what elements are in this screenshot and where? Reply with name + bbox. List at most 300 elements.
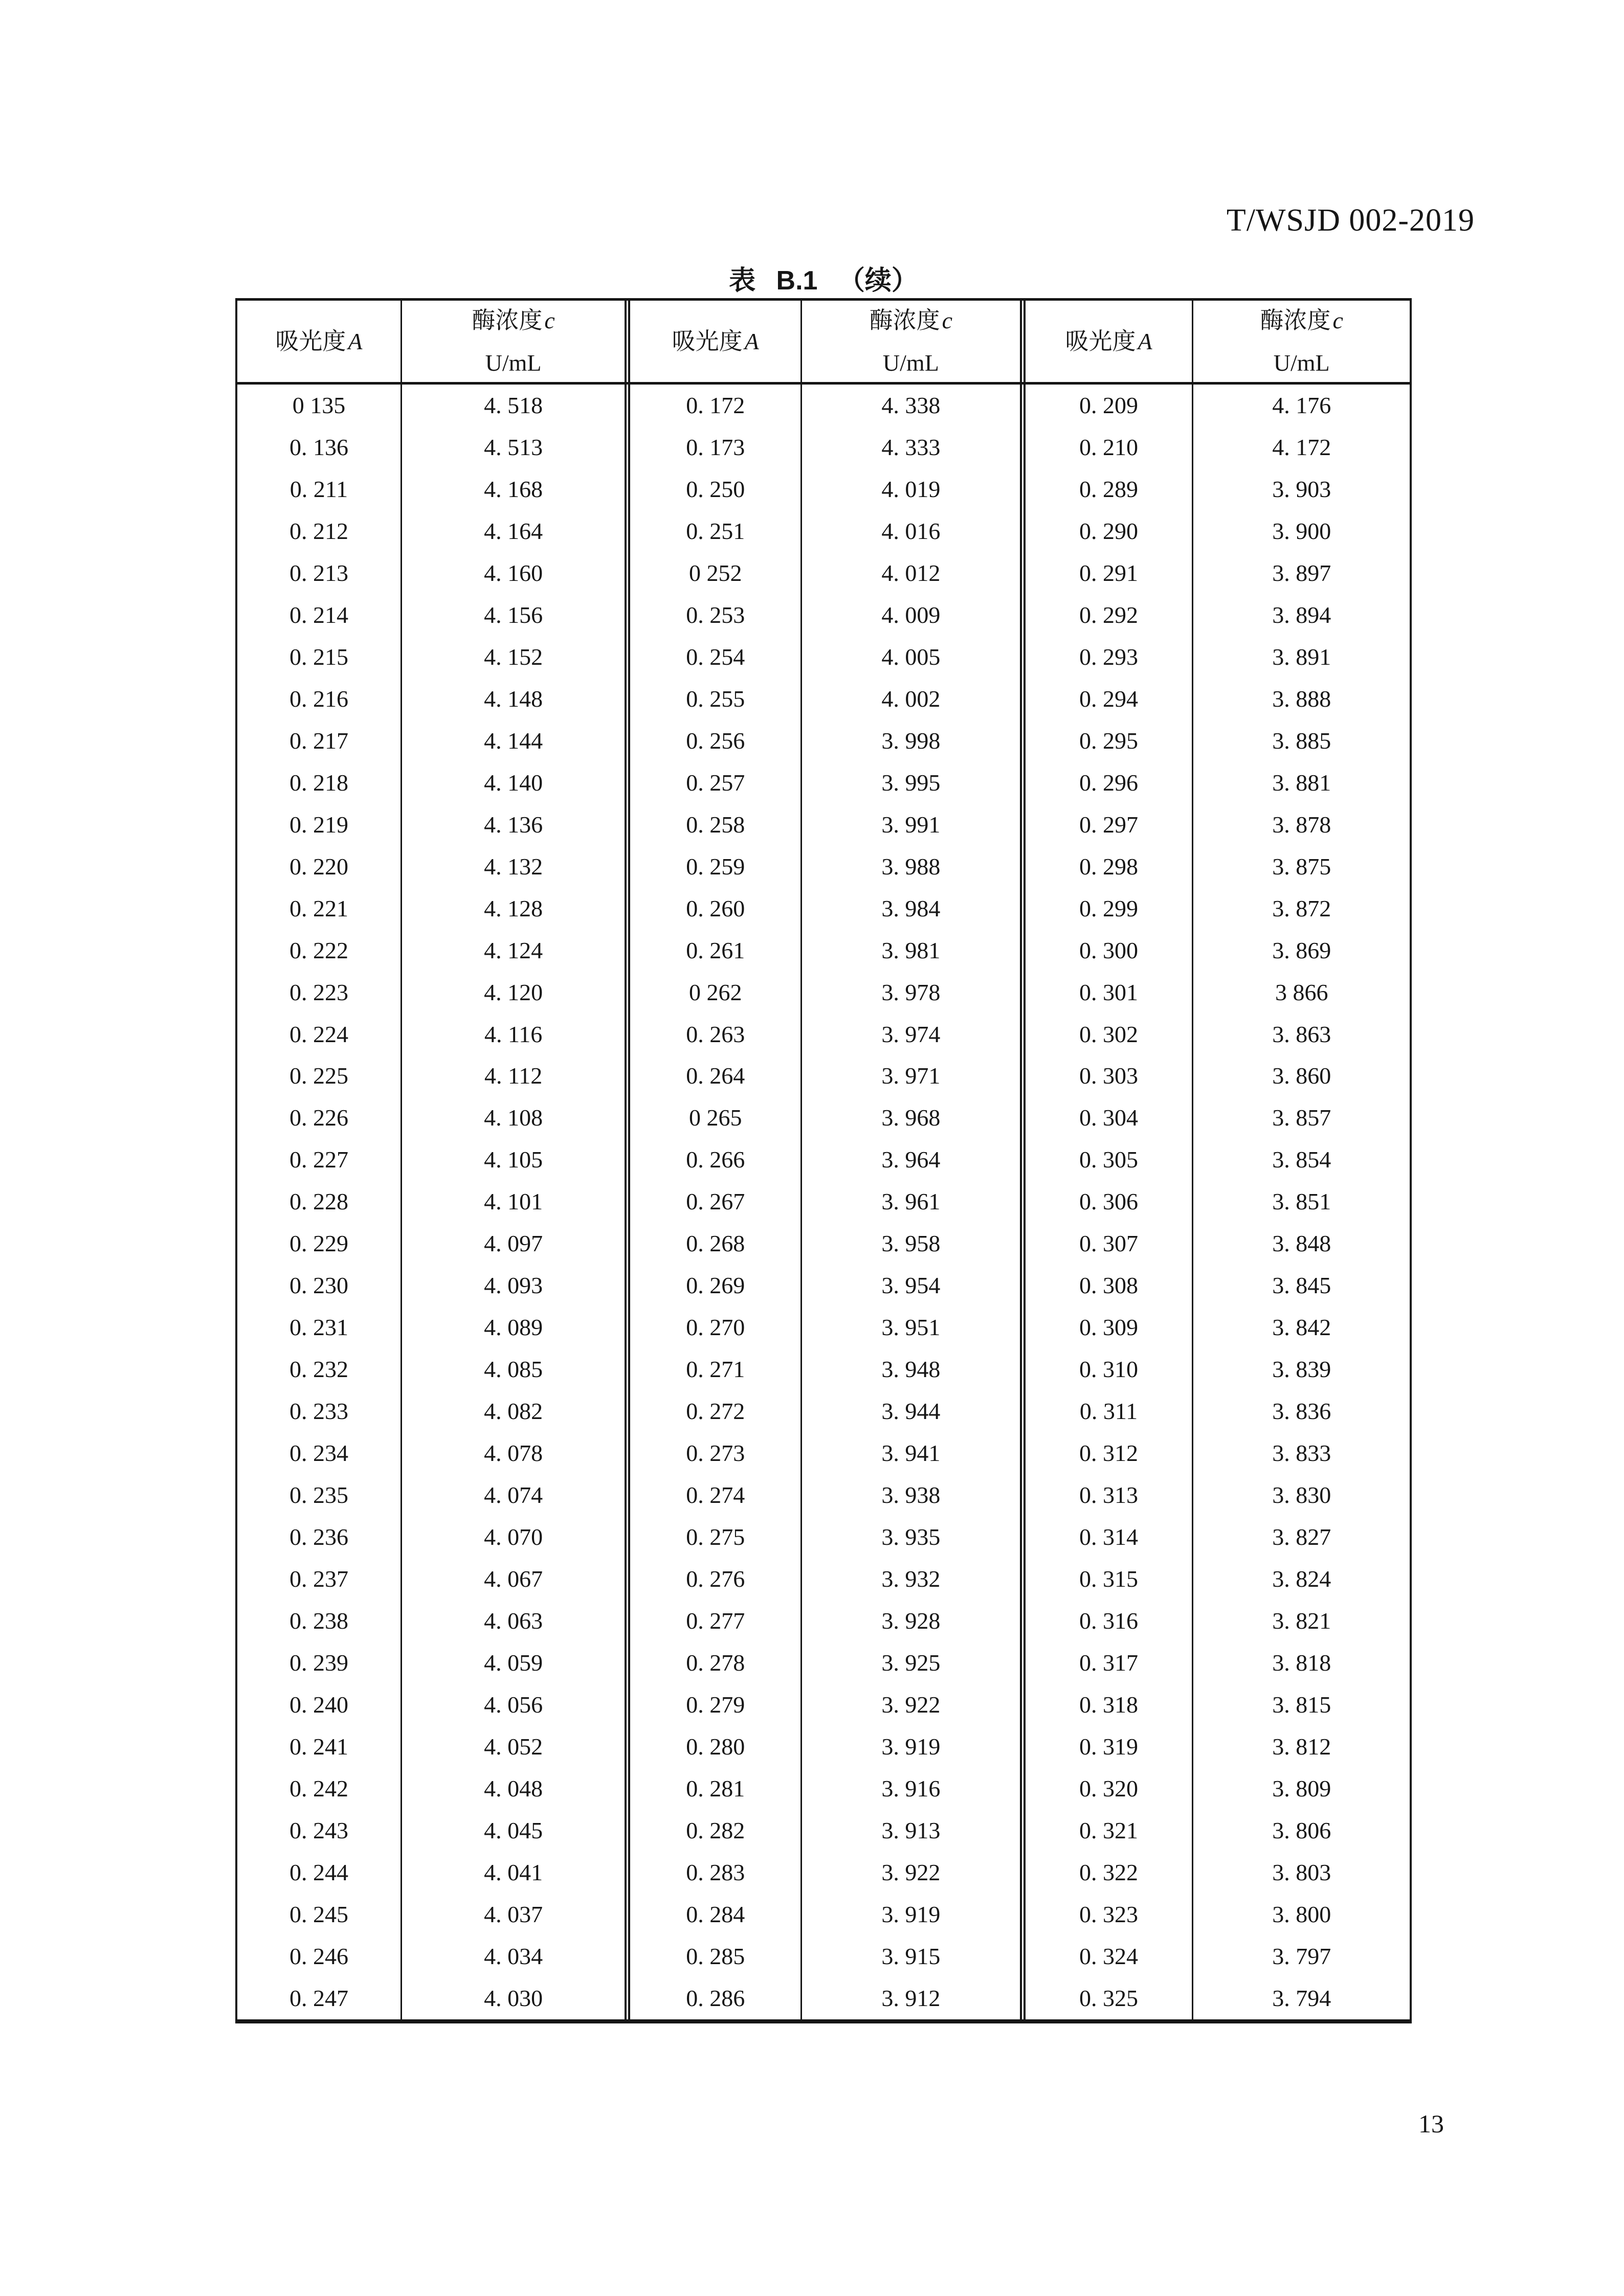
table-cell: 0. 234	[289, 1440, 348, 1467]
table-cell: 4. 097	[401, 1223, 625, 1265]
table-row	[237, 1894, 1410, 1935]
table-cell: 3. 888	[1192, 678, 1410, 720]
table-cell: 4. 009	[800, 594, 1020, 636]
table-cell: 0. 315	[1020, 1558, 1192, 1600]
table-cell: 4. 048	[401, 1768, 625, 1810]
table-row	[237, 1642, 1410, 1684]
table-cell: 4. 132	[401, 846, 625, 888]
table-cell: 0. 325	[1020, 1977, 1192, 2019]
table-cell: 3. 818	[1192, 1642, 1410, 1684]
table-cell: 3. 954	[800, 1265, 1020, 1307]
table-cell: 0. 213	[289, 559, 348, 586]
table-row	[237, 972, 1410, 1014]
table-cell: 4. 144	[401, 720, 625, 762]
absorbance-label: 吸光度	[275, 328, 346, 354]
table-cell: 4. 176	[1192, 385, 1410, 426]
table-cell: 0. 257	[625, 762, 800, 804]
table-cell: 3. 935	[800, 1516, 1020, 1558]
table-cell: 0 265	[625, 1097, 800, 1139]
table-cell: 0. 270	[625, 1307, 800, 1348]
table-cell: 3. 995	[800, 762, 1020, 804]
table-cell: 3. 903	[1192, 468, 1410, 510]
table-cell: 0. 303	[1020, 1055, 1192, 1097]
table-cell: 0. 259	[625, 846, 800, 888]
table-row	[237, 888, 1410, 930]
table-cell: 0 252	[625, 552, 800, 594]
table-cell: 0. 316	[1020, 1600, 1192, 1642]
table-cell: 3. 891	[1192, 636, 1410, 678]
concentration-unit: U/mL	[485, 350, 542, 376]
table-cell: 0. 323	[1020, 1894, 1192, 1935]
table-cell: 3. 881	[1192, 762, 1410, 804]
table-cell: 0. 264	[625, 1055, 800, 1097]
table-cell: 4. 333	[800, 426, 1020, 468]
table-cell: 0. 324	[1020, 1935, 1192, 1977]
table-row	[237, 385, 1410, 426]
table-cell: 4. 074	[401, 1474, 625, 1516]
table-cell: 4. 120	[401, 972, 625, 1014]
table-row	[237, 468, 1410, 510]
table-cell: 0. 294	[1020, 678, 1192, 720]
table-cell: 4. 518	[401, 385, 625, 426]
table-cell: 0. 285	[625, 1935, 800, 1977]
table-cell: 3. 845	[1192, 1265, 1410, 1307]
header-cell-concentration-1	[401, 301, 625, 382]
table-cell: 0. 255	[625, 678, 800, 720]
table-cell: 0. 310	[1020, 1348, 1192, 1390]
table-cell: 0. 317	[1020, 1642, 1192, 1684]
page-number: 13	[1418, 2109, 1444, 2138]
absorbance-symbol: A	[1138, 328, 1152, 354]
absorbance-label: 吸光度	[672, 328, 743, 354]
table-row	[237, 1390, 1410, 1432]
table-row	[237, 678, 1410, 720]
table-cell: 3. 991	[800, 804, 1020, 846]
table-cell: 3. 964	[800, 1139, 1020, 1181]
table-cell: 3. 948	[800, 1348, 1020, 1390]
data-table	[235, 298, 1412, 2023]
table-cell: 0. 281	[625, 1768, 800, 1810]
table-cell: 3. 951	[800, 1307, 1020, 1348]
table-cell: 0. 250	[625, 468, 800, 510]
table-cell: 0. 219	[289, 811, 348, 838]
table-row	[237, 1977, 1410, 2019]
absorbance-symbol: A	[744, 328, 759, 354]
table-row	[237, 1768, 1410, 1810]
header-cell-concentration-2	[800, 301, 1020, 382]
table-cell: 0. 268	[625, 1223, 800, 1265]
table-cell: 0. 172	[625, 385, 800, 426]
table-cell: 0. 215	[289, 643, 348, 670]
table-cell: 0. 210	[1020, 426, 1192, 468]
table-cell: 3. 941	[800, 1432, 1020, 1474]
table-cell: 3. 842	[1192, 1307, 1410, 1348]
table-cell: 3. 919	[800, 1726, 1020, 1768]
table-cell: 0. 267	[625, 1181, 800, 1223]
table-cell: 0. 209	[1020, 385, 1192, 426]
table-cell: 4. 056	[401, 1684, 625, 1726]
table-row	[237, 1600, 1410, 1642]
table-cell: 0. 222	[289, 937, 348, 963]
table-cell: 4. 089	[401, 1307, 625, 1348]
table-cell: 4. 041	[401, 1852, 625, 1894]
table-cell: 4. 156	[401, 594, 625, 636]
table-cell: 3. 857	[1192, 1097, 1410, 1139]
table-cell: 0. 312	[1020, 1432, 1192, 1474]
table-cell: 0. 272	[625, 1390, 800, 1432]
table-cell: 0. 309	[1020, 1307, 1192, 1348]
table-cell: 4. 140	[401, 762, 625, 804]
table-cell: 4. 067	[401, 1558, 625, 1600]
table-cell: 4. 085	[401, 1348, 625, 1390]
table-row	[237, 1307, 1410, 1348]
table-cell: 0. 260	[625, 888, 800, 930]
table-cell: 4. 148	[401, 678, 625, 720]
table-cell: 4. 012	[800, 552, 1020, 594]
table-cell: 0. 280	[625, 1726, 800, 1768]
table-cell: 4. 059	[401, 1642, 625, 1684]
table-cell: 3. 800	[1192, 1894, 1410, 1935]
table-row	[237, 1852, 1410, 1894]
table-cell: 4. 128	[401, 888, 625, 930]
table-cell: 4. 063	[401, 1600, 625, 1642]
table-cell: 3. 894	[1192, 594, 1410, 636]
table-cell: 3. 803	[1192, 1852, 1410, 1894]
concentration-unit: U/mL	[1273, 350, 1330, 376]
table-cell: 4. 116	[401, 1014, 625, 1055]
table-cell: 0. 230	[289, 1272, 348, 1299]
table-row	[237, 1181, 1410, 1223]
table-cell: 3 866	[1192, 972, 1410, 1014]
table-cell: 0. 290	[1020, 510, 1192, 552]
table-row	[237, 1558, 1410, 1600]
table-cell: 0. 313	[1020, 1474, 1192, 1516]
table-cell: 3. 922	[800, 1852, 1020, 1894]
table-cell: 0. 301	[1020, 972, 1192, 1014]
table-cell: 3. 878	[1192, 804, 1410, 846]
table-cell: 0. 173	[625, 426, 800, 468]
table-cell: 0. 307	[1020, 1223, 1192, 1265]
table-cell: 3. 900	[1192, 510, 1410, 552]
table-cell: 0. 298	[1020, 846, 1192, 888]
table-cell: 4. 108	[401, 1097, 625, 1139]
concentration-title	[870, 309, 952, 332]
table-cell: 4. 093	[401, 1265, 625, 1307]
table-cell: 4. 152	[401, 636, 625, 678]
table-cell: 4. 172	[1192, 426, 1410, 468]
table-cell: 3. 961	[800, 1181, 1020, 1223]
table-row	[237, 1516, 1410, 1558]
table-cell: 3. 968	[800, 1097, 1020, 1139]
table-cell: 0. 299	[1020, 888, 1192, 930]
table-cell: 0. 258	[625, 804, 800, 846]
table-row	[237, 636, 1410, 678]
header-cell-absorbance-1	[237, 301, 401, 382]
table-cell: 3. 922	[800, 1684, 1020, 1726]
table-cell: 3. 919	[800, 1894, 1020, 1935]
table-cell: 0. 278	[625, 1642, 800, 1684]
table-cell: 0. 274	[625, 1474, 800, 1516]
table-cell: 0. 289	[1020, 468, 1192, 510]
table-cell: 4. 037	[401, 1894, 625, 1935]
table-cell: 0. 296	[1020, 762, 1192, 804]
table-body	[237, 385, 1410, 2019]
table-cell: 0. 322	[1020, 1852, 1192, 1894]
table-cell: 3. 824	[1192, 1558, 1410, 1600]
header-cell-absorbance-2	[625, 301, 800, 382]
table-cell: 0. 240	[289, 1692, 348, 1718]
table-cell: 3. 863	[1192, 1014, 1410, 1055]
table-cell: 4. 105	[401, 1139, 625, 1181]
table-cell: 4. 034	[401, 1935, 625, 1977]
table-cell: 3. 872	[1192, 888, 1410, 930]
table-cell: 4. 101	[401, 1181, 625, 1223]
table-cell: 0. 237	[289, 1566, 348, 1592]
table-cell: 3. 836	[1192, 1390, 1410, 1432]
table-row	[237, 1432, 1410, 1474]
table-cell: 3. 875	[1192, 846, 1410, 888]
table-cell: 0. 282	[625, 1810, 800, 1852]
table-cell: 3. 848	[1192, 1223, 1410, 1265]
table-row	[237, 510, 1410, 552]
concentration-title	[472, 309, 554, 332]
table-cell: 4. 005	[800, 636, 1020, 678]
table-row	[237, 720, 1410, 762]
header-cell-concentration-3	[1192, 301, 1410, 382]
table-row	[237, 1014, 1410, 1055]
table-row	[237, 930, 1410, 972]
table-cell: 3. 932	[800, 1558, 1020, 1600]
concentration-symbol: c	[1332, 307, 1343, 333]
table-cell: 4. 030	[401, 1977, 625, 2019]
table-cell: 3. 869	[1192, 930, 1410, 972]
table-cell: 4. 078	[401, 1432, 625, 1474]
concentration-label: 酶浓度	[869, 307, 940, 333]
table-cell: 0. 229	[289, 1230, 348, 1257]
absorbance-label: 吸光度	[1065, 328, 1136, 354]
table-cell: 0. 291	[1020, 552, 1192, 594]
table-cell: 0. 266	[625, 1139, 800, 1181]
header-cell-absorbance-3	[1020, 301, 1192, 382]
table-cell: 0. 297	[1020, 804, 1192, 846]
table-cell: 0. 319	[1020, 1726, 1192, 1768]
table-cell: 0 135	[292, 392, 346, 418]
concentration-symbol: c	[942, 307, 953, 333]
table-cell: 0. 254	[625, 636, 800, 678]
table-row	[237, 1055, 1410, 1097]
table-cell: 3. 830	[1192, 1474, 1410, 1516]
table-cell: 0. 321	[1020, 1810, 1192, 1852]
table-cell: 0. 284	[625, 1894, 800, 1935]
table-cell: 3. 833	[1192, 1432, 1410, 1474]
concentration-label: 酶浓度	[1260, 307, 1331, 333]
table-cell: 0. 227	[289, 1146, 348, 1173]
table-cell: 3. 944	[800, 1390, 1020, 1432]
table-cell: 3. 797	[1192, 1935, 1410, 1977]
concentration-title	[1260, 309, 1343, 332]
table-cell: 3. 925	[800, 1642, 1020, 1684]
table-cell: 0. 300	[1020, 930, 1192, 972]
table-cell: 0. 242	[289, 1775, 348, 1802]
table-cell: 0. 295	[1020, 720, 1192, 762]
table-row	[237, 804, 1410, 846]
table-cell: 4. 016	[800, 510, 1020, 552]
table-cell: 0. 251	[625, 510, 800, 552]
table-cell: 3. 815	[1192, 1684, 1410, 1726]
table-cell: 3. 839	[1192, 1348, 1410, 1390]
table-cell: 0. 311	[1020, 1390, 1192, 1432]
standard-number: T/WSJD 002-2019	[1226, 203, 1475, 238]
table-cell: 3. 981	[800, 930, 1020, 972]
table-row	[237, 1223, 1410, 1265]
table-cell: 4. 082	[401, 1390, 625, 1432]
table-cell: 0. 279	[625, 1684, 800, 1726]
table-row	[237, 1474, 1410, 1516]
table-cell: 3. 928	[800, 1600, 1020, 1642]
table-cell: 3. 915	[800, 1935, 1020, 1977]
table-row	[237, 1726, 1410, 1768]
table-cell: 0. 318	[1020, 1684, 1192, 1726]
concentration-symbol: c	[544, 307, 555, 333]
table-cell: 0. 247	[289, 1985, 348, 2011]
table-cell: 3. 913	[800, 1810, 1020, 1852]
table-cell: 4. 338	[800, 385, 1020, 426]
table-cell: 0. 226	[289, 1105, 348, 1131]
table-cell: 3. 806	[1192, 1810, 1410, 1852]
table-row	[237, 1139, 1410, 1181]
table-cell: 0. 216	[289, 685, 348, 712]
table-cell: 4. 513	[401, 426, 625, 468]
table-cell: 0. 308	[1020, 1265, 1192, 1307]
table-cell: 3. 958	[800, 1223, 1020, 1265]
table-row	[237, 594, 1410, 636]
table-cell: 0. 305	[1020, 1139, 1192, 1181]
table-cell: 3. 809	[1192, 1768, 1410, 1810]
table-cell: 3. 971	[800, 1055, 1020, 1097]
table-cell: 0. 220	[289, 853, 348, 880]
table-cell: 3. 827	[1192, 1516, 1410, 1558]
table-cell: 0. 241	[289, 1733, 348, 1760]
table-cell: 0. 232	[289, 1356, 348, 1383]
absorbance-symbol: A	[348, 328, 363, 354]
table-cell: 4. 045	[401, 1810, 625, 1852]
table-cell: 0. 235	[289, 1482, 348, 1509]
table-cell: 0. 304	[1020, 1097, 1192, 1139]
table-cell: 0. 269	[625, 1265, 800, 1307]
table-row	[237, 1684, 1410, 1726]
table-cell: 4. 164	[401, 510, 625, 552]
table-cell: 3. 812	[1192, 1726, 1410, 1768]
table-cell: 4. 070	[401, 1516, 625, 1558]
table-cell: 3. 978	[800, 972, 1020, 1014]
table-cell: 0. 224	[289, 1021, 348, 1047]
table-cell: 3. 988	[800, 846, 1020, 888]
table-cell: 4. 112	[401, 1055, 625, 1097]
table-cell: 3. 885	[1192, 720, 1410, 762]
table-cell: 4. 136	[401, 804, 625, 846]
table-cell: 0. 218	[289, 769, 348, 796]
table-cell: 4. 168	[401, 468, 625, 510]
table-cell: 4. 052	[401, 1726, 625, 1768]
table-cell: 0. 271	[625, 1348, 800, 1390]
table-cell: 0. 217	[289, 727, 348, 754]
table-cell: 4. 160	[401, 552, 625, 594]
table-cell: 0. 236	[289, 1524, 348, 1550]
table-cell: 3. 938	[800, 1474, 1020, 1516]
table-cell: 4. 124	[401, 930, 625, 972]
table-cell: 3. 916	[800, 1768, 1020, 1810]
table-row	[237, 1265, 1410, 1307]
table-cell: 0. 211	[290, 476, 348, 502]
table-cell: 0. 276	[625, 1558, 800, 1600]
table-row	[237, 846, 1410, 888]
table-cell: 0. 261	[625, 930, 800, 972]
table-cell: 0. 277	[625, 1600, 800, 1642]
table-caption: 表 B.1 （续）	[729, 266, 918, 296]
table-cell: 0. 263	[625, 1014, 800, 1055]
table-row	[237, 552, 1410, 594]
table-cell: 0. 244	[289, 1859, 348, 1885]
table-cell: 0. 221	[289, 895, 348, 921]
table-cell: 3. 974	[800, 1014, 1020, 1055]
table-cell: 0. 273	[625, 1432, 800, 1474]
table-cell: 3. 897	[1192, 552, 1410, 594]
table-cell: 0. 239	[289, 1650, 348, 1676]
table-cell: 0. 302	[1020, 1014, 1192, 1055]
table-cell: 0. 238	[289, 1608, 348, 1634]
table-cell: 0. 223	[289, 979, 348, 1005]
table-row	[237, 1810, 1410, 1852]
table-cell: 3. 794	[1192, 1977, 1410, 2019]
table-cell: 3. 912	[800, 1977, 1020, 2019]
table-cell: 0. 314	[1020, 1516, 1192, 1558]
table-cell: 0. 292	[1020, 594, 1192, 636]
table-cell: 3. 821	[1192, 1600, 1410, 1642]
table-cell: 0. 246	[289, 1943, 348, 1969]
table-cell: 0. 225	[289, 1063, 348, 1089]
table-cell: 0. 275	[625, 1516, 800, 1558]
table-cell: 3. 854	[1192, 1139, 1410, 1181]
table-header	[237, 301, 1410, 385]
table-row	[237, 426, 1410, 468]
table-cell: 0. 214	[289, 601, 348, 628]
table-cell: 0. 320	[1020, 1768, 1192, 1810]
table-cell: 0. 228	[289, 1188, 348, 1215]
table-row	[237, 1097, 1410, 1139]
table-cell: 0. 243	[289, 1817, 348, 1843]
table-cell: 0. 286	[625, 1977, 800, 2019]
table-cell: 4. 019	[800, 468, 1020, 510]
concentration-unit: U/mL	[882, 350, 939, 376]
table-cell: 0. 293	[1020, 636, 1192, 678]
table-cell: 0. 256	[625, 720, 800, 762]
table-cell: 4. 002	[800, 678, 1020, 720]
table-cell: 0. 306	[1020, 1181, 1192, 1223]
table-cell: 0. 245	[289, 1901, 348, 1927]
table-row	[237, 762, 1410, 804]
table-cell: 0. 212	[289, 517, 348, 544]
table-cell: 3. 851	[1192, 1181, 1410, 1223]
table-cell: 0. 231	[289, 1314, 348, 1341]
table-cell: 0. 253	[625, 594, 800, 636]
table-cell: 0. 136	[289, 434, 348, 460]
table-row	[237, 1935, 1410, 1977]
table-cell: 3. 998	[800, 720, 1020, 762]
table-cell: 0. 283	[625, 1852, 800, 1894]
table-row	[237, 1348, 1410, 1390]
concentration-label: 酶浓度	[472, 307, 543, 333]
table-cell: 3. 860	[1192, 1055, 1410, 1097]
